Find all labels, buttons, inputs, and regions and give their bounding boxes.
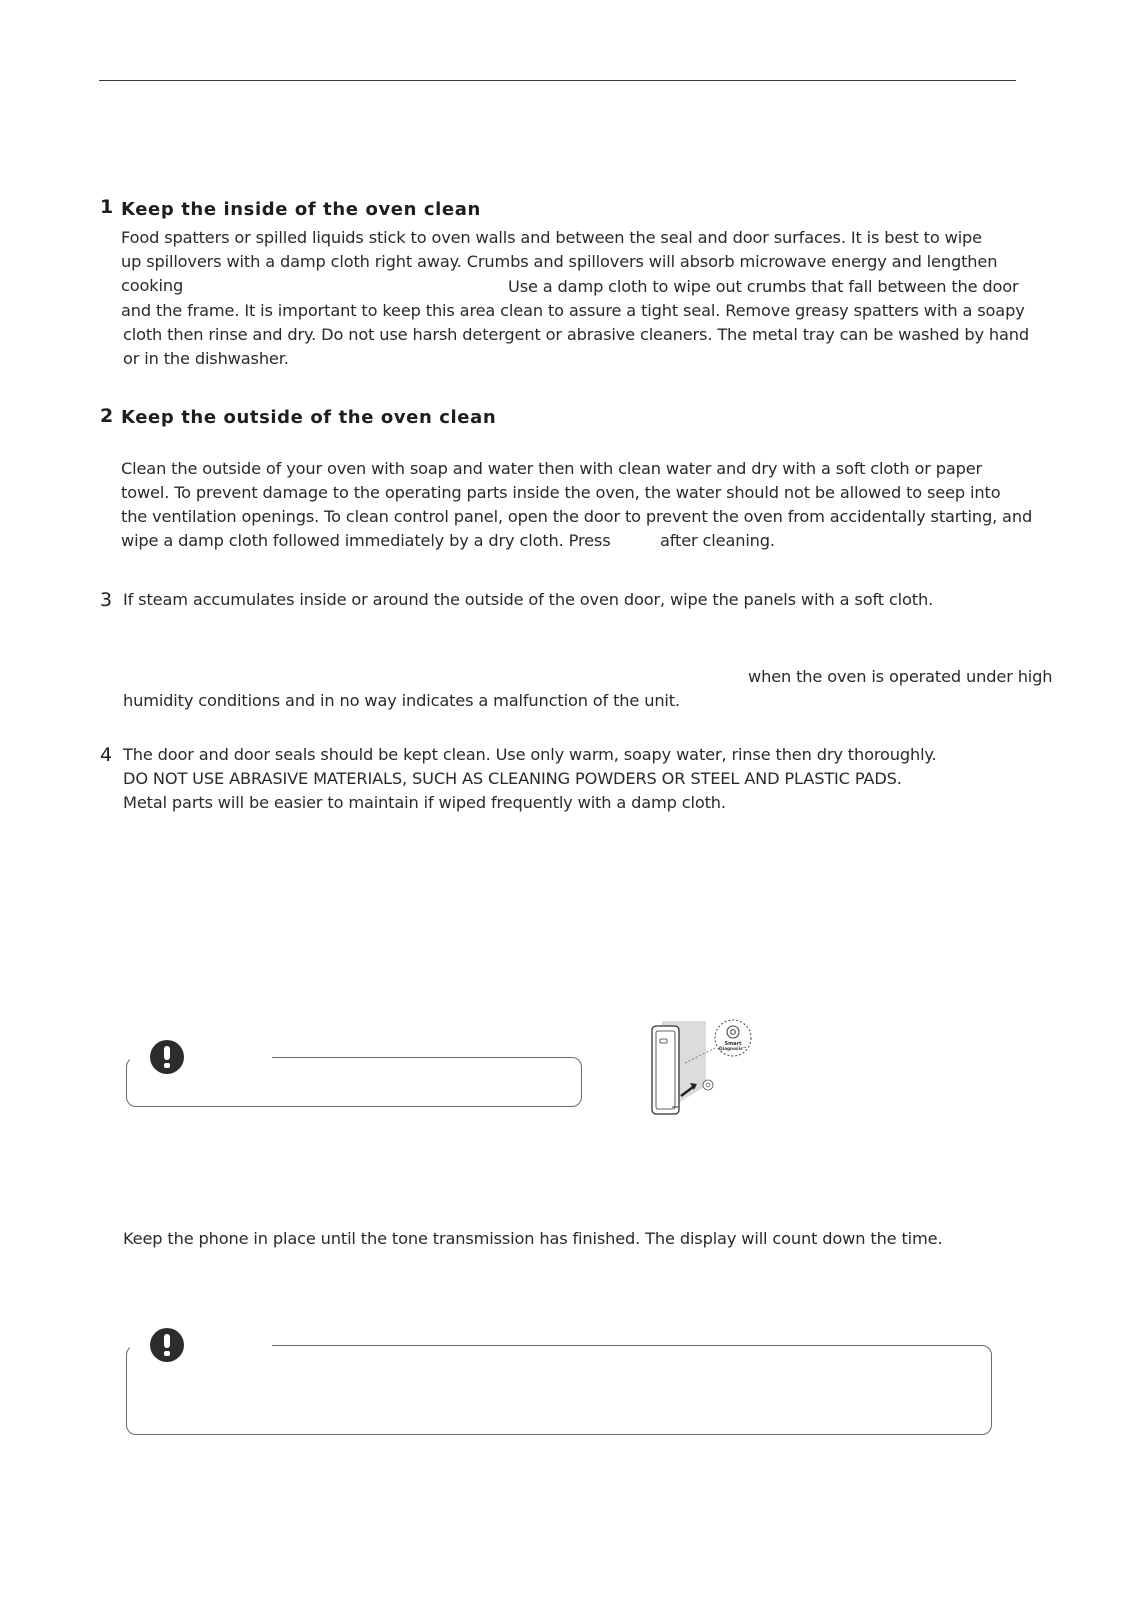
phone-smart-diagnosis-illustration: [640, 1018, 760, 1118]
section-2-line-3: the ventilation openings. To clean control panel, open the door to prevent the oven from accidentally starting, and: [121, 507, 1033, 526]
section-3-line-2: when the oven is operated under high: [748, 667, 1053, 686]
exclamation-circle-icon: [150, 1040, 184, 1074]
section-1-line-6: or in the dishwasher.: [123, 349, 289, 368]
section-2-line-2: towel. To prevent damage to the operating parts inside the oven, the water should not be allowed to seep into: [121, 483, 1001, 502]
section-1-heading: Keep the inside of the oven clean: [121, 199, 481, 220]
section-1-number: 1: [100, 196, 114, 218]
section-2-line-4a: wipe a damp cloth followed immediately by a dry cloth. Press: [121, 531, 611, 550]
note-box-2: [126, 1345, 992, 1435]
section-4-line-2: DO NOT USE ABRASIVE MATERIALS, SUCH AS CLEANING POWDERS OR STEEL AND PLASTIC PADS.: [123, 769, 902, 788]
section-3-line-1: If steam accumulates inside or around the outside of the oven door, wipe the panels with a soft cloth.: [123, 590, 934, 609]
section-4-line-1: The door and door seals should be kept clean. Use only warm, soapy water, rinse then dry thoroughly.: [123, 745, 937, 764]
section-2-line-4b: after cleaning.: [660, 531, 775, 550]
smart-diagnosis-instruction: Keep the phone in place until the tone transmission has finished. The display will count down the time.: [123, 1229, 943, 1248]
note-box-1: [126, 1057, 582, 1107]
section-1-line-3b: Use a damp cloth to wipe out crumbs that fall between the door: [508, 277, 1019, 296]
section-3-line-3: humidity conditions and in no way indicates a malfunction of the unit.: [123, 691, 680, 710]
section-1-line-1: Food spatters or spilled liquids stick to oven walls and between the seal and door surfaces. It is best to wipe: [121, 228, 982, 247]
section-2-number: 2: [100, 405, 114, 427]
section-1-line-3a: cooking: [121, 276, 184, 295]
section-4-number: 4: [100, 744, 113, 766]
section-2-line-1: Clean the outside of your oven with soap and water then with clean water and dry with a soft cloth or paper: [121, 459, 983, 478]
exclamation-circle-icon: [150, 1328, 184, 1362]
section-4-line-3: Metal parts will be easier to maintain if wiped frequently with a damp cloth.: [123, 793, 726, 812]
section-1-line-4: and the frame. It is important to keep this area clean to assure a tight seal. Remove greasy spatters with a soapy: [121, 301, 1025, 320]
section-1-line-5: cloth then rinse and dry. Do not use harsh detergent or abrasive cleaners. The metal tray can be washed by hand: [123, 325, 1030, 344]
top-rule: [99, 80, 1016, 81]
section-3-number: 3: [100, 589, 113, 611]
svg-text:Smart: Smart: [724, 1041, 742, 1047]
svg-text:Diagnosis™: Diagnosis™: [719, 1047, 747, 1052]
section-2-heading: Keep the outside of the oven clean: [121, 407, 497, 428]
section-1-line-2: up spillovers with a damp cloth right away. Crumbs and spillovers will absorb microwave energy and lengthen: [121, 252, 998, 271]
